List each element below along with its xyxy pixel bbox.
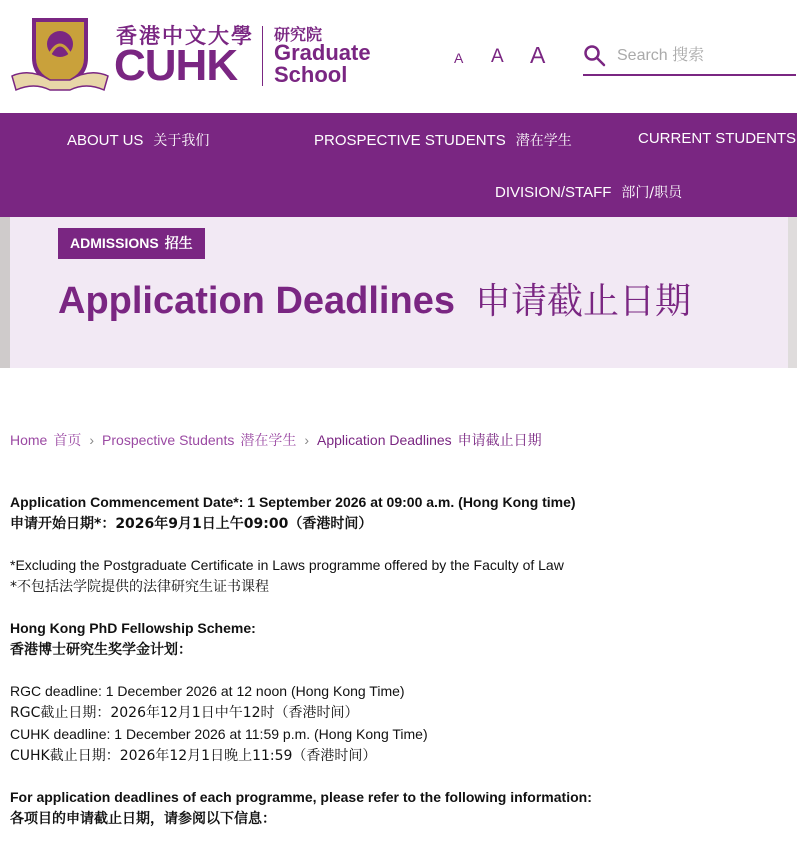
hero-panel [10,217,788,368]
page-title [58,273,691,324]
school-name-line1: Graduate [274,40,371,65]
exclusion-note-zh: *不包括法学院提供的法律研究生证书课程 [10,579,269,595]
site-header [0,0,797,113]
main-content [10,492,790,850]
nav-item-label: PROSPECTIVE STUDENTS [314,132,506,149]
cuhk-deadline-en: CUHK deadline: 1 December 2026 at 11:59 p.m. (Hong Kong Time) [10,726,428,742]
search-input[interactable] [615,43,794,69]
nav-item-label-zh: 部门/职员 [621,185,683,201]
breadcrumb-label: Application Deadlines [317,432,452,448]
cuhk-crest-logo[interactable] [10,14,110,96]
programme-deadlines-en: For application deadlines of each programme, please refer to the following information: [10,789,592,805]
hero-background-image [0,217,10,368]
nav-item-prospective-students[interactable] [314,130,572,150]
breadcrumb-current [317,432,542,448]
university-name-zh: 香港中文大學 [116,24,254,48]
school-name-zh: 研究院 [274,25,323,44]
nav-item-label: CURRENT STUDENTS [638,130,797,147]
breadcrumb-home[interactable] [10,432,81,448]
font-size-small-button[interactable]: A [454,50,464,66]
badge-label-zh: 招生 [164,236,193,252]
main-navigation [0,113,797,217]
font-size-large-button[interactable]: A [530,42,546,68]
commencement-block [10,492,790,535]
page-title-en: Application Deadlines [58,280,455,322]
page-hero [0,217,797,368]
nav-item-division-staff[interactable] [495,182,682,202]
exclusion-note-en: *Excluding the Postgraduate Certificate in Laws programme offered by the Faculty of Law [10,557,564,573]
section-badge[interactable] [58,228,205,259]
chevron-right-icon: › [89,432,95,448]
breadcrumb-label-zh: 潜在学生 [240,433,297,449]
nav-item-current-students[interactable] [638,130,796,147]
fellowship-heading [10,618,790,661]
breadcrumb-label-zh: 首页 [53,433,82,449]
exclusion-note [10,555,790,598]
breadcrumb [10,430,542,450]
commencement-en: Application Commencement Date*: 1 September 2026 at 09:00 a.m. (Hong Kong time) [10,494,576,510]
breadcrumb-label-zh: 申请截止日期 [457,433,542,449]
nav-item-about-us[interactable] [67,130,209,150]
breadcrumb-prospective-students[interactable] [102,432,296,448]
programme-deadlines-heading [10,787,790,830]
rgc-deadline-zh: RGC截止日期：2026年12月1日中午12时（香港时间） [10,705,359,721]
cuhk-deadline-zh: CUHK截止日期：2026年12月1日晚上11:59（香港时间） [10,748,377,764]
chevron-right-icon: › [304,432,309,448]
breadcrumb-label: Prospective Students [102,432,235,448]
nav-item-label-zh: 潜在学生 [515,133,572,149]
search-icon[interactable] [583,44,607,68]
school-name-line2: School [274,62,348,87]
font-size-medium-button[interactable]: A [491,46,504,67]
nav-item-label: DIVISION/STAFF [495,184,612,201]
page-title-zh: 申请截止日期 [474,281,691,322]
commencement-zh: 申请开始日期*：2026年9月1日上午09:00（香港时间） [10,516,373,532]
fellowship-deadlines [10,681,790,767]
fellowship-heading-en: Hong Kong PhD Fellowship Scheme: [10,620,256,636]
badge-label: ADMISSIONS [70,235,159,251]
nav-item-label-zh: 关于我们 [153,133,210,149]
rgc-deadline-en: RGC deadline: 1 December 2026 at 12 noon (Hong Kong Time) [10,683,405,699]
nav-item-label: ABOUT US [67,132,144,149]
breadcrumb-label: Home [10,432,48,448]
school-name-en [274,42,371,86]
university-name-en: CUHK [114,41,238,90]
brand-divider [262,26,263,86]
programme-deadlines-zh: 各项目的申请截止日期，请参阅以下信息： [10,811,276,827]
fellowship-heading-zh: 香港博士研究生奖学金计划： [10,642,192,658]
search-box [583,40,796,76]
